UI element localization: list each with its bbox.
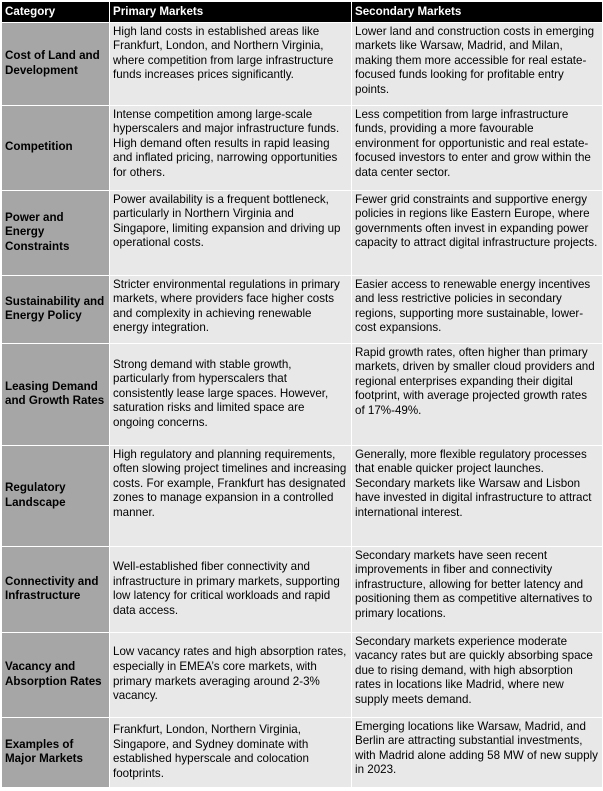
table-body (2, 22, 603, 787)
row-primary: Low vacancy rates and high absorption rates, especially in EMEA’s core markets, with primary markets averaging around 2-3% vacancy. (110, 632, 352, 717)
row-category: Vacancy and Absorption Rates (2, 632, 110, 717)
row-primary: Frankfurt, London, Northern Virginia, Singapore, and Sydney dominate with established hyperscale and colocation footprints. (110, 717, 352, 787)
table-header (2, 2, 603, 23)
row-primary: Well-established fiber connectivity and infrastructure in primary markets, supporting low latency for critical workloads and rapid data access. (110, 546, 352, 632)
row-primary: Strong demand with stable growth, particularly from hyperscalers that consistently lease large spaces. However, saturation risks and limited space are ongoing concerns. (110, 343, 352, 445)
row-primary: High regulatory and planning requirements, often slowing project timelines and increasing costs. For example, Frankfurt has designated zones to manage expansion in a controlled manner. (110, 445, 352, 546)
table-row (2, 717, 603, 787)
header-primary-markets: Primary Markets (110, 2, 352, 23)
row-secondary: Lower land and construction costs in emerging markets like Warsaw, Madrid, and Milan, making them more accessible for real estate-focused funds looking for profitable entry points. (352, 22, 603, 105)
row-category: Regulatory Landscape (2, 445, 110, 546)
table-row (2, 632, 603, 717)
header-row (2, 2, 603, 23)
table-row (2, 343, 603, 445)
row-secondary: Easier access to renewable energy incentives and less restrictive policies in secondary regions, supporting more sustainable, lower-cost expansions. (352, 275, 603, 343)
row-secondary: Secondary markets have seen recent improvements in fiber and connectivity infrastructure, allowing for better latency and positioning them as competitive alternatives to primary locations. (352, 546, 603, 632)
table-row (2, 445, 603, 546)
row-secondary: Rapid growth rates, often higher than primary markets, driven by smaller cloud providers and regional enterprises expanding their digital footprint, with average projected growth rates of 17%-49%. (352, 343, 603, 445)
row-primary: High land costs in established areas like Frankfurt, London, and Northern Virginia, where competition from large infrastructure funds increases prices significantly. (110, 22, 352, 105)
row-category: Connectivity and Infrastructure (2, 546, 110, 632)
row-category: Cost of Land and Development (2, 22, 110, 105)
header-category: Category (2, 2, 110, 23)
table-row (2, 105, 603, 190)
row-primary: Power availability is a frequent bottleneck, particularly in Northern Virginia and Singapore, limiting expansion and driving up operational costs. (110, 190, 352, 275)
table-row (2, 275, 603, 343)
row-category: Competition (2, 105, 110, 190)
row-secondary: Secondary markets experience moderate vacancy rates but are quickly absorbing space due to rising demand, with high absorption rates in locations like Madrid, where new supply meets demand. (352, 632, 603, 717)
row-secondary: Less competition from large infrastructure funds, providing a more favourable environment for opportunistic and real estate-focused investors to enter and grow within the data center sector. (352, 105, 603, 190)
table-row (2, 546, 603, 632)
comparison-table (1, 1, 603, 788)
row-category: Examples of Major Markets (2, 717, 110, 787)
row-secondary: Fewer grid constraints and supportive energy policies in regions like Eastern Europe, where governments often invest in expanding power capacity to attract digital infrastructure projects. (352, 190, 603, 275)
row-primary: Stricter environmental regulations in primary markets, where providers face higher costs and complexity in achieving renewable energy integration. (110, 275, 352, 343)
row-primary: Intense competition among large-scale hyperscalers and major infrastructure funds. High demand often results in rapid leasing and inflated pricing, narrowing opportunities for others. (110, 105, 352, 190)
table-row (2, 22, 603, 105)
header-secondary-markets: Secondary Markets (352, 2, 603, 23)
table-row (2, 190, 603, 275)
row-category: Sustainability and Energy Policy (2, 275, 110, 343)
row-category: Power and Energy Constraints (2, 190, 110, 275)
row-secondary: Generally, more flexible regulatory processes that enable quicker project launches. Secondary markets like Warsaw and Lisbon have invested in digital infrastructure to attract international interest. (352, 445, 603, 546)
row-category: Leasing Demand and Growth Rates (2, 343, 110, 445)
row-secondary: Emerging locations like Warsaw, Madrid, and Berlin are attracting substantial investments, with Madrid alone adding 58 MW of new supply in 2023. (352, 717, 603, 787)
